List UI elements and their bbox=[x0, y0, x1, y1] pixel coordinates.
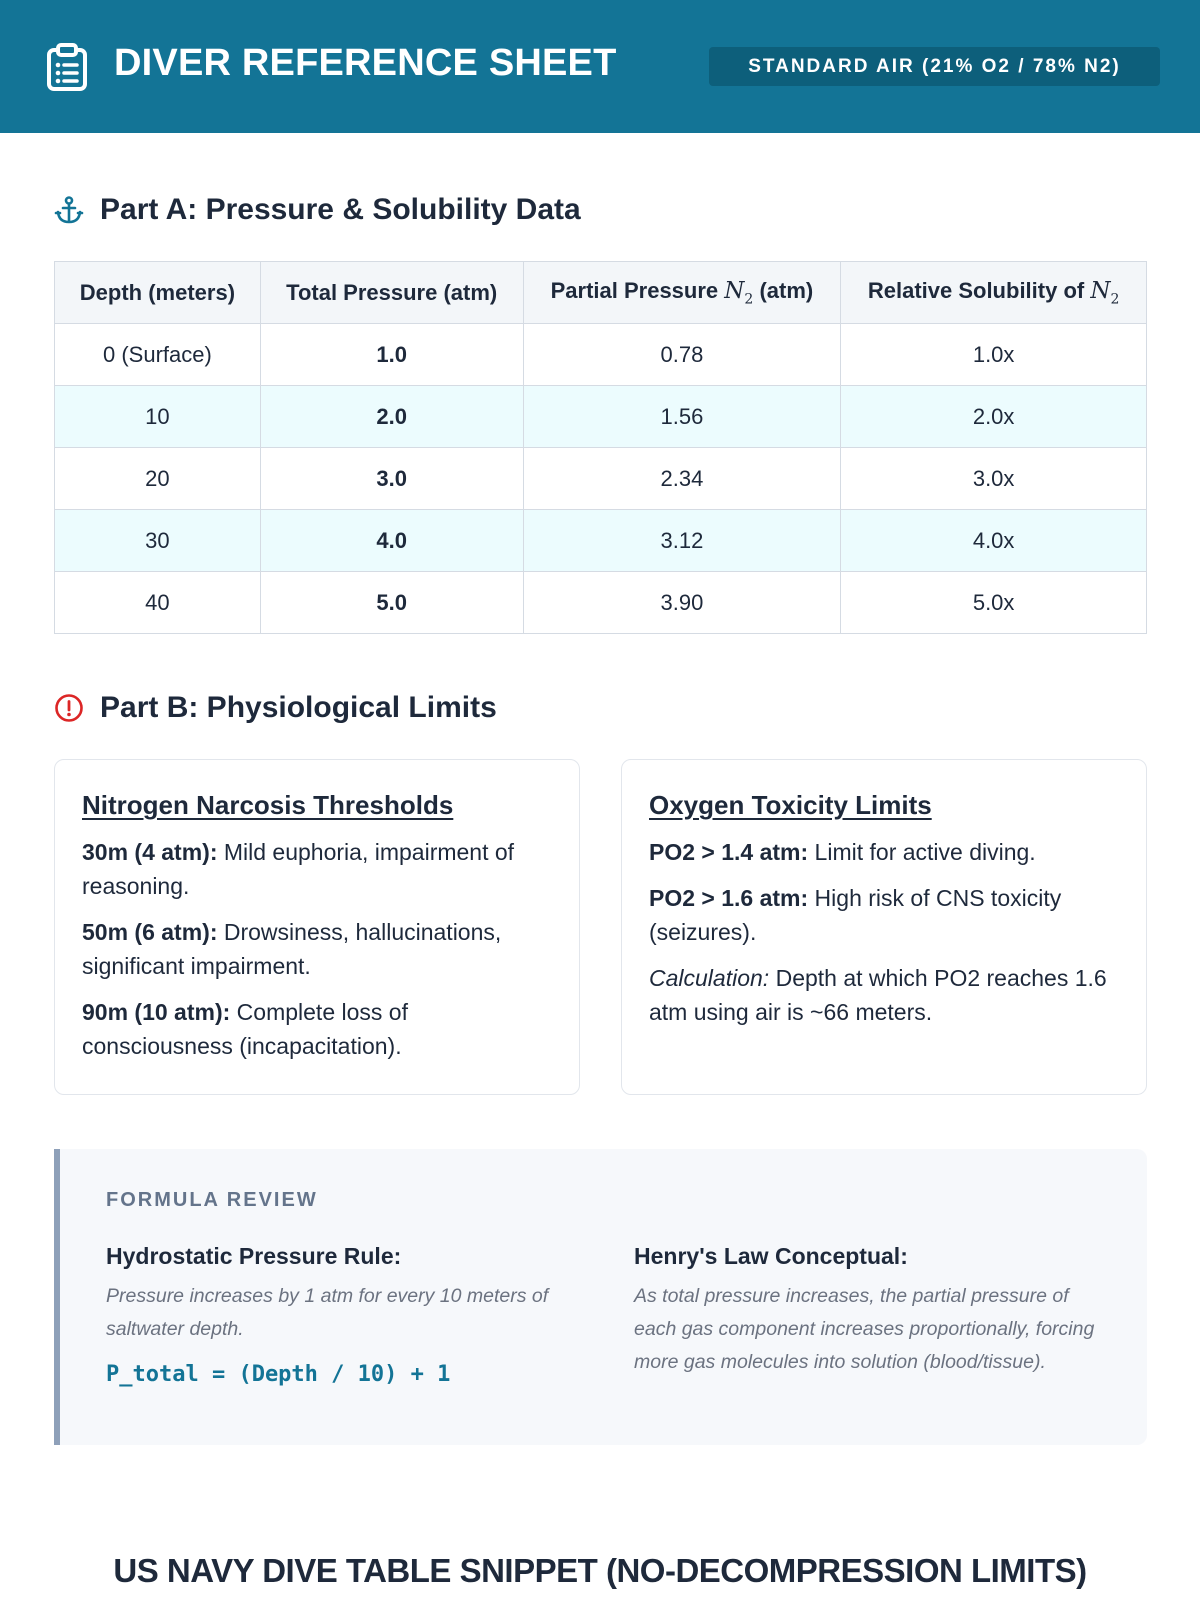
cell-solubility: 1.0x bbox=[841, 324, 1147, 386]
dive-table-title: US NAVY DIVE TABLE SNIPPET (NO-DECOMPRESSION LIMITS) bbox=[113, 1552, 1087, 1589]
threshold-text: Drowsiness, hallucinations, significant impairment. bbox=[82, 919, 502, 979]
anchor-icon bbox=[54, 195, 84, 225]
col-partial-suffix: (atm) bbox=[753, 277, 814, 303]
calc-label: Calculation: bbox=[649, 965, 770, 991]
table-row bbox=[55, 386, 1147, 448]
table-row bbox=[55, 572, 1147, 634]
oxygen-card bbox=[621, 759, 1147, 1095]
limit-text: Limit for active diving. bbox=[808, 839, 1036, 865]
cell-total: 1.0 bbox=[260, 324, 523, 386]
cell-depth: 0 (Surface) bbox=[55, 324, 261, 386]
henry-law bbox=[634, 1243, 1114, 1379]
narcosis-title: Nitrogen Narcosis Thresholds bbox=[82, 790, 454, 820]
threshold-label: 50m (6 atm): bbox=[82, 919, 218, 945]
hydrostatic-title: Hydrostatic Pressure Rule: bbox=[106, 1243, 402, 1269]
calc-text: Depth at which PO2 reaches 1.6 atm using air is ~66 meters. bbox=[649, 965, 1107, 1025]
alert-circle-icon bbox=[54, 693, 84, 723]
cell-depth: 10 bbox=[55, 386, 261, 448]
part-b-title: Part B: Physiological Limits bbox=[100, 691, 497, 724]
col-solubility-prefix: Relative Solubility of bbox=[867, 277, 1085, 303]
narcosis-item bbox=[82, 835, 552, 903]
cell-solubility: 4.0x bbox=[841, 510, 1147, 572]
cell-partial: 3.12 bbox=[523, 510, 841, 572]
col-depth: Depth (meters) bbox=[55, 262, 261, 324]
threshold-text: Mild euphoria, impairment of reasoning. bbox=[82, 839, 515, 899]
cell-solubility: 2.0x bbox=[841, 386, 1147, 448]
col-solubility bbox=[841, 262, 1147, 324]
formula-review-label: FORMULA REVIEW bbox=[106, 1189, 318, 1211]
table-row bbox=[55, 510, 1147, 572]
threshold-text: Complete loss of consciousness (incapacitation). bbox=[82, 999, 408, 1059]
header-bar bbox=[0, 0, 1200, 133]
narcosis-item bbox=[82, 995, 552, 1063]
cell-partial: 3.90 bbox=[523, 572, 841, 634]
n2-symbol: $N_2$ bbox=[724, 277, 754, 308]
cell-total: 2.0 bbox=[260, 386, 523, 448]
hydrostatic-desc: Pressure increases by 1 atm for every 10 meters of saltwater depth. bbox=[106, 1285, 549, 1340]
oxygen-item bbox=[649, 881, 1119, 949]
table-header-row bbox=[55, 262, 1147, 324]
pressure-table bbox=[54, 261, 1147, 634]
henry-title: Henry's Law Conceptual: bbox=[634, 1243, 908, 1269]
cell-solubility: 5.0x bbox=[841, 572, 1147, 634]
gas-mix-badge: STANDARD AIR (21% O2 / 78% N2) bbox=[709, 47, 1160, 86]
limit-label: PO2 > 1.4 atm: bbox=[649, 839, 809, 865]
limit-text: High risk of CNS toxicity (seizures). bbox=[649, 885, 1062, 945]
formula-review-box bbox=[54, 1149, 1147, 1445]
cell-depth: 40 bbox=[55, 572, 261, 634]
narcosis-card bbox=[54, 759, 580, 1095]
col-partial-pressure bbox=[523, 262, 841, 324]
part-a-title: Part A: Pressure & Solubility Data bbox=[100, 193, 581, 226]
threshold-label: 90m (10 atm): bbox=[82, 999, 231, 1025]
cell-partial: 0.78 bbox=[523, 324, 841, 386]
table-row bbox=[55, 324, 1147, 386]
limit-label: PO2 > 1.6 atm: bbox=[649, 885, 809, 911]
oxygen-calculation bbox=[649, 961, 1119, 1029]
cell-depth: 30 bbox=[55, 510, 261, 572]
threshold-label: 30m (4 atm): bbox=[82, 839, 218, 865]
page-title: DIVER REFERENCE SHEET bbox=[114, 42, 617, 84]
col-partial-prefix: Partial Pressure bbox=[550, 277, 719, 303]
hydrostatic-rule bbox=[106, 1243, 586, 1387]
n2-symbol: $N_2$ bbox=[1090, 277, 1120, 308]
table-row bbox=[55, 448, 1147, 510]
col-total-pressure: Total Pressure (atm) bbox=[260, 262, 523, 324]
part-b-heading bbox=[54, 688, 497, 728]
cell-total: 4.0 bbox=[260, 510, 523, 572]
part-a-heading bbox=[54, 190, 581, 230]
cell-total: 3.0 bbox=[260, 448, 523, 510]
cell-partial: 2.34 bbox=[523, 448, 841, 510]
cell-depth: 20 bbox=[55, 448, 261, 510]
hydrostatic-formula: P_total = (Depth / 10) + 1 bbox=[106, 1362, 451, 1387]
cell-partial: 1.56 bbox=[523, 386, 841, 448]
cell-solubility: 3.0x bbox=[841, 448, 1147, 510]
henry-desc: As total pressure increases, the partial pressure of each gas component increases proportionally, forcing more gas molecules into solution (blood/tissue). bbox=[634, 1285, 1095, 1373]
clipboard-icon bbox=[44, 42, 90, 92]
oxygen-item bbox=[649, 835, 1119, 869]
cell-total: 5.0 bbox=[260, 572, 523, 634]
oxygen-title: Oxygen Toxicity Limits bbox=[649, 790, 932, 820]
narcosis-item bbox=[82, 915, 552, 983]
